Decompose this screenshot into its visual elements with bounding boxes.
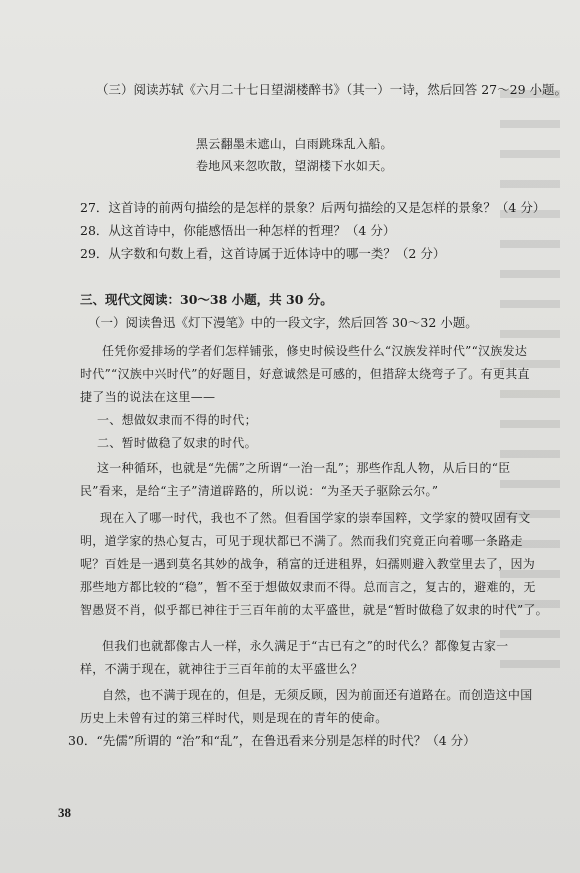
passage-line: 这一种循环，也就是“先儒”之所谓“一治一乱”；那些作乱人物，从后日的“臣	[97, 461, 511, 475]
passage-line: 时代”“汉族中兴时代”的好题目，好意诚然是可感的，但措辞太绕弯子了。有更其直	[80, 367, 530, 381]
passage-line: 智愚贤不肖，似乎都已神往于三百年前的太平盛世，就是“暂时做稳了奴隶的时代”了。	[80, 603, 548, 617]
question-29: 29．从字数和句数上看，这首诗属于近体诗中的哪一类？（2 分）	[80, 246, 446, 261]
passage-line: 那些地方都比较的“稳”，暂不至于想做奴隶而不得。总而言之，复古的，避难的，无	[80, 580, 536, 594]
passage-line: 自然，也不满于现在的，但是，无须反顾，因为前面还有道路在。而创造这中国	[102, 688, 533, 702]
poem-line-1: 黑云翻墨未遮山，白雨跳珠乱入船。	[196, 137, 393, 151]
passage-line: 但我们也就都像古人一样，永久满足于“古已有之”的时代么？都像复古家一	[102, 639, 509, 653]
question-28: 28．从这首诗中，你能感悟出一种怎样的哲理？（4 分）	[80, 223, 396, 238]
passage-line: 捷了当的说法在这里——	[80, 390, 216, 404]
passage-line: 呢？百姓是一遇到莫名其妙的战争，稍富的迁进租界，妇孺则避入教堂里去了，因为	[80, 557, 536, 571]
part3-heading: 三、现代文阅读：30～38 小题，共 30 分。	[80, 292, 333, 307]
passage1-intro: （一）阅读鲁迅《灯下漫笔》中的一段文字，然后回答 30～32 小题。	[88, 315, 478, 330]
passage-line: 二、暂时做稳了奴隶的时代。	[97, 436, 257, 450]
question-27: 27．这首诗的前两句描绘的是怎样的景象？后两句描绘的又是怎样的景象？（4 分）	[80, 200, 546, 215]
passage-line: 民”看来，是给“主子”清道辟路的，所以说：“为圣天子驱除云尔。”	[80, 484, 439, 498]
passage-line: 样，不满于现在，就神往于三百年前的太平盛世么？	[80, 662, 363, 676]
poem-line-2: 卷地风来忽吹散，望湖楼下水如天。	[196, 159, 393, 173]
question-30: 30．“先儒”所谓的 “治”和“乱”，在鲁迅看来分别是怎样的时代？（4 分）	[68, 733, 476, 748]
passage-line: 任凭你爱排场的学者们怎样铺张，修史时候设些什么“汉族发祥时代”“汉族发达	[102, 344, 528, 358]
section3-intro: （三）阅读苏轼《六月二十七日望湖楼醉书》（其一）一诗，然后回答 27～29 小题。	[96, 82, 568, 97]
passage-line: 历史上未曾有过的第三样时代，则是现在的青年的使命。	[80, 711, 388, 725]
passage-line: 一、想做奴隶而不得的时代；	[97, 413, 257, 427]
passage-line: 现在入了哪一时代，我也不了然。但看国学家的崇奉国粹，文学家的赞叹固有文	[100, 511, 531, 525]
page-number: 38	[58, 805, 71, 820]
passage-line: 明，道学家的热心复古，可见于现状都已不满了。然而我们究竟正向着哪一条路走	[80, 534, 523, 548]
